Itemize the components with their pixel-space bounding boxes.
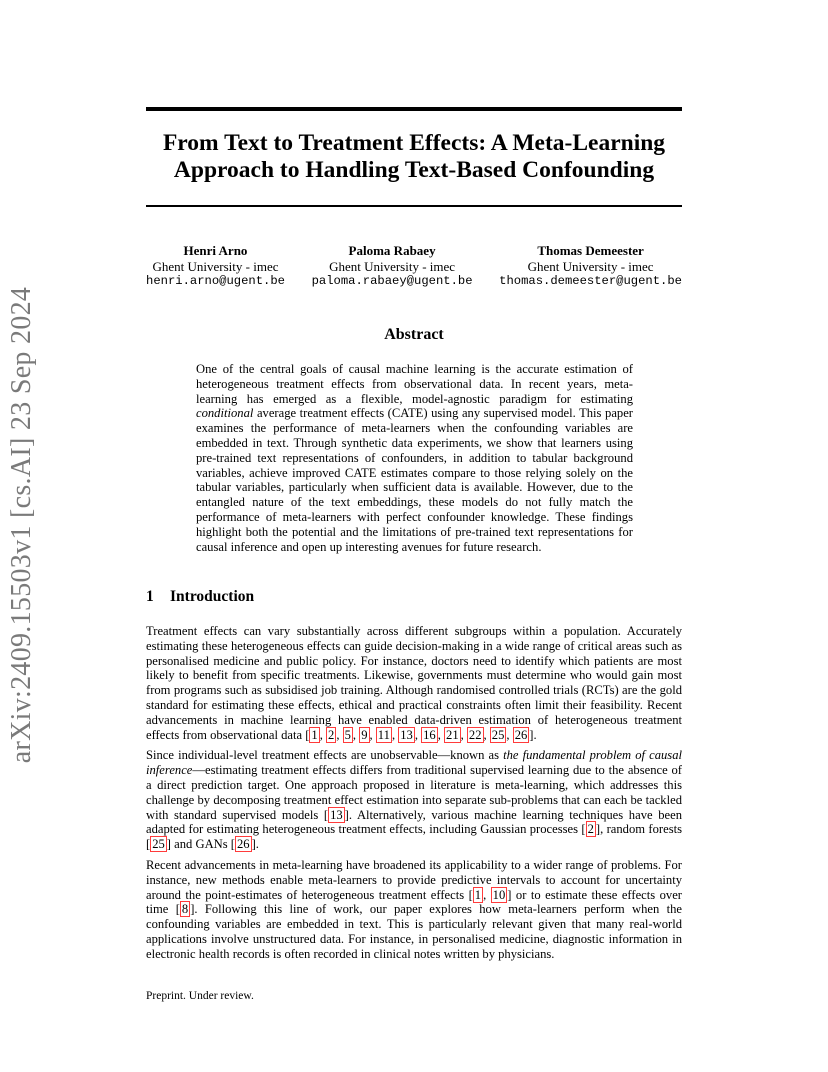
paragraph-text: Recent advancements in meta-learning have broadened its applicability to a wider range of problems. For instance, new methods enable meta-learners to provide predictive intervals to account for uncertainty around the point-estimates of heterogeneous treatment effects [: [146, 857, 682, 902]
paragraph-3: [146, 858, 682, 962]
paragraph-text: —estimating treatment effects differs from traditional supervised learning due to the absence of a direct prediction target. One approach proposed in literature is meta-learning, which addresses this challenge by decomposing treatment effect estimation into separate sub-problems that can each be tackled with standard supervised models [: [146, 763, 682, 822]
author-name: Henri Arno: [183, 243, 248, 258]
title-line-1: From Text to Treatment Effects: A Meta-Learning: [162, 130, 666, 156]
abstract-text: [196, 362, 633, 554]
citation-link[interactable]: 16: [423, 727, 436, 742]
section-title: Introduction: [170, 588, 255, 605]
paragraph-text: ].: [251, 837, 259, 852]
citation-link[interactable]: 2: [587, 822, 594, 837]
citation-link[interactable]: 5: [344, 727, 351, 742]
paragraph-2: [146, 748, 682, 852]
citation-separator: ,: [319, 727, 327, 742]
citation-separator: ,: [391, 727, 399, 742]
citation-separator: ,: [414, 727, 422, 742]
citation-link[interactable]: 2: [328, 727, 335, 742]
author-name: Thomas Demeester: [537, 243, 644, 258]
citation-separator: ,: [369, 727, 376, 742]
citation-link[interactable]: 22: [468, 727, 482, 742]
author-name: Paloma Rabaey: [348, 243, 436, 258]
author: [312, 243, 473, 290]
paper-title: [146, 130, 682, 184]
introduction-body: [146, 624, 682, 968]
paragraph-text: ] and GANs [: [166, 837, 235, 852]
paragraph-text: ], random forests [: [146, 822, 682, 852]
citation-link[interactable]: 13: [400, 727, 413, 742]
paragraph-text: Since individual-level treatment effects are unobservable—known as: [146, 748, 504, 763]
author-affiliation: Ghent University - imec: [329, 258, 456, 274]
citation-link[interactable]: 10: [492, 887, 506, 902]
citation-link[interactable]: 26: [237, 837, 250, 852]
paragraph-text: ]. Alternatively, various machine learning techniques have been adapted for estimating heterogeneous treatment effects, including Gaussian processes [: [146, 807, 682, 837]
paragraph-text: ].: [529, 727, 537, 742]
paragraph-1: [146, 624, 682, 742]
abstract-part-1: One of the central goals of causal machine learning is the accurate estimation of heterogeneous treatment effects from observational data. In recent years, meta-learning has emerged as a flexible, model-agnostic paradigm for estimating: [196, 362, 633, 406]
paragraph-text: ] or to estimate these effects over time [: [146, 887, 682, 917]
citation-link[interactable]: 25: [152, 837, 165, 852]
citation-separator: ,: [506, 727, 513, 742]
preprint-footer: Preprint. Under review.: [146, 990, 254, 1002]
citation-separator: ,: [483, 727, 490, 742]
author-email[interactable]: henri.arno@ugent.be: [146, 274, 285, 288]
title-line-2: Approach to Handling Text-Based Confounding: [173, 157, 655, 183]
abstract-italic: conditional: [196, 406, 254, 421]
citation-link[interactable]: 9: [361, 727, 368, 742]
paragraph-italic: the fundamental problem of causal inference: [146, 748, 682, 778]
citation-link[interactable]: 11: [377, 727, 390, 742]
citation-separator: ,: [352, 727, 360, 742]
paragraph-text: Treatment effects can vary substantially across different subgroups within a population. Accurately estimating these heterogeneous effects can guide decision-making in a wide range of critical areas such as personalised medicine and public policy. For instance, doctors need to identify which patients are most likely to benefit from specific treatments. Likewise, governments must determine who would gain most from programs such as subsidised job training. Although randomised controlled trials (RCTs) are the gold standard for estimating these effects, ethical and practical constraints often limit their feasibility. Recent advancements in machine learning have enabled data-driven estimation of heterogeneous treatment effects from observational data [: [146, 624, 682, 742]
author-email[interactable]: thomas.demeester@ugent.be: [499, 274, 682, 288]
title-top-rule: [146, 107, 682, 111]
citation-separator: ,: [336, 727, 343, 742]
citation-link[interactable]: 13: [330, 807, 343, 822]
citation-link[interactable]: 1: [311, 727, 318, 742]
citation-separator: ,: [460, 727, 467, 742]
abstract-heading: Abstract: [384, 326, 444, 343]
author: [146, 243, 285, 290]
citation-link[interactable]: 21: [446, 727, 459, 742]
title-bottom-rule: [146, 205, 682, 207]
author-affiliation: Ghent University - imec: [527, 258, 654, 274]
citation-separator: ,: [483, 887, 491, 902]
citation-link[interactable]: 26: [514, 727, 528, 742]
citation-separator: ,: [437, 727, 445, 742]
section-heading: [146, 588, 254, 606]
citation-link[interactable]: 8: [181, 902, 189, 917]
author-email[interactable]: paloma.rabaey@ugent.be: [311, 274, 473, 288]
abstract-part-2: average treatment effects (CATE) using any supervised model. This paper examines the performance of meta-learners when the confounding variables are embedded in text. Through synthetic data experiments, we show that learners using pre-trained text representations of confounders, in addition to tabular background variables, achieve improved CATE estimates compare to those relying solely on the tabular variables, particularly when sufficient data is available. However, due to the entangled nature of the text embeddings, these models do not fully match the performance of meta-learners with perfect confounder knowledge. These findings highlight both the potential and the limitations of pre-trained text representations for causal inference and open up interesting avenues for future research.: [196, 406, 633, 554]
author-block: [146, 243, 682, 290]
citation-list: [309, 727, 529, 743]
section-number: 1: [146, 588, 154, 605]
citation-link[interactable]: 1: [474, 887, 482, 902]
author-affiliation: Ghent University - imec: [152, 258, 279, 274]
author: [499, 243, 682, 290]
paragraph-text: ]. Following this line of work, our paper explores how meta-learners perform when the confounding variables are embedded in text. This is particularly relevant given that many real-world applications involve unstructured data. For instance, in personalised medicine, diagnostic information in electronic health records is often recorded in clinical notes written by physicians.: [146, 902, 682, 961]
citation-link[interactable]: 25: [491, 727, 505, 742]
arxiv-identifier: arXiv:2409.15503v1 [cs.AI] 23 Sep 2024: [6, 286, 37, 764]
